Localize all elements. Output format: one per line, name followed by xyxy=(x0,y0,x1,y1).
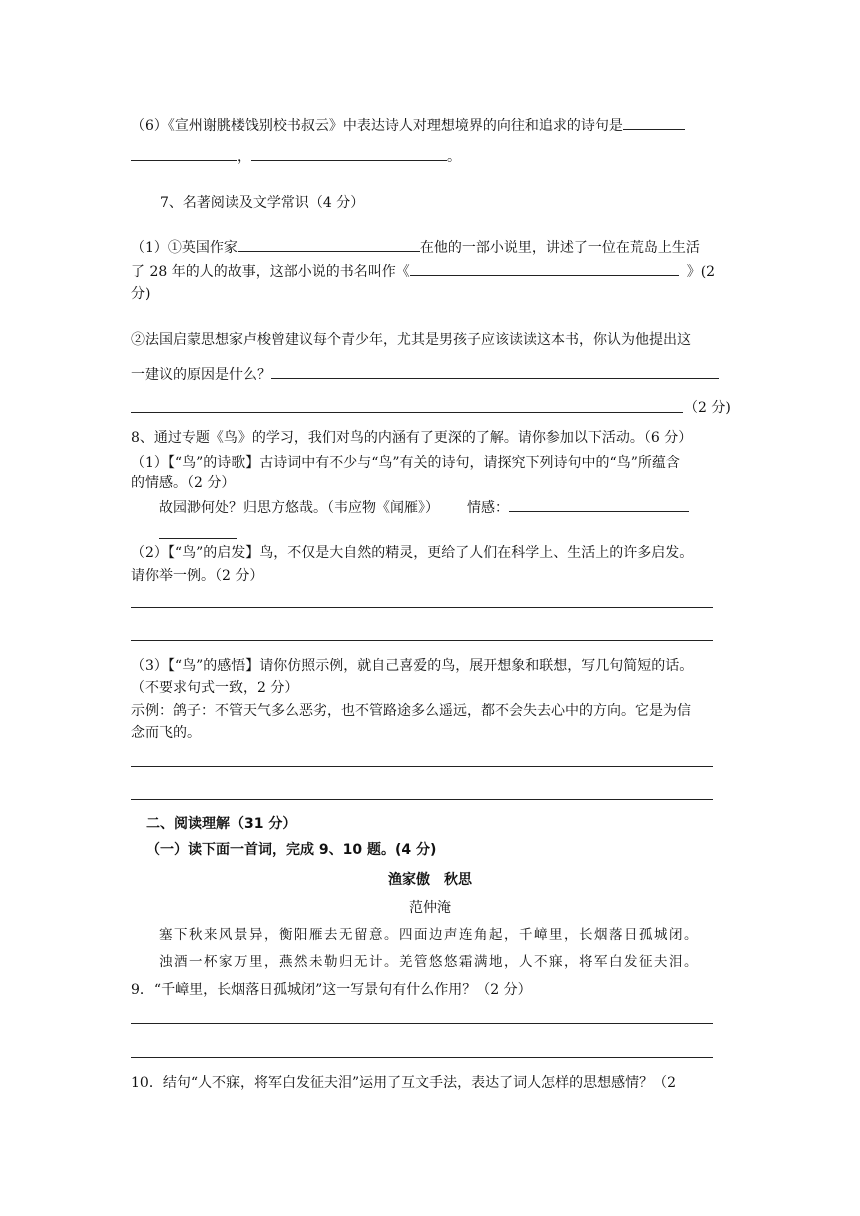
q7-part1-line2 xyxy=(131,261,715,282)
q8-p1-poem: 故园渺何处？归思方悠哉。（韦应物《闻雁》） xyxy=(159,500,439,516)
q9-answer-line-2[interactable] xyxy=(131,1057,713,1058)
emotion-blank-2[interactable] xyxy=(159,538,237,539)
q7-part1-line1 xyxy=(131,237,700,258)
q7-part1-d: 》(2 xyxy=(686,264,716,280)
author-blank[interactable] xyxy=(238,237,420,252)
q7-score: （2 分) xyxy=(684,400,731,416)
q7-part2-line1: ②法国启蒙思想家卢梭曾建议每个青少年，尤其是男孩子应该读读这本书，你认为他提出这 xyxy=(131,332,691,348)
q7-part1-a: （1）①英国作家 xyxy=(131,240,238,256)
inspiration-answer-line-2[interactable] xyxy=(131,640,713,641)
q6-comma: ， xyxy=(237,149,251,165)
q7-part1-e: 分) xyxy=(131,286,151,302)
q6-blank-3[interactable] xyxy=(251,146,447,161)
reason-blank-1[interactable] xyxy=(271,364,719,379)
q8-p3-example-2: 念而飞的。 xyxy=(131,725,201,741)
reflection-answer-line-2[interactable] xyxy=(131,799,713,800)
q6-line1 xyxy=(131,115,685,136)
q8-p3-line1: （3）【“鸟”的感悟】请你仿照示例，就自己喜爱的鸟，展开想象和联想，写几句简短的话。 xyxy=(131,658,694,674)
q10-prompt: 10．结句“人不寐，将军白发征夫泪”运用了互文手法，表达了词人怎样的思想感情？（2 xyxy=(131,1075,677,1091)
q7-part2-b: 一建议的原因是什么？ xyxy=(131,367,271,383)
q6-period: 。 xyxy=(447,149,461,165)
q8-p1-line2: 的情感。（2 分） xyxy=(131,475,236,491)
q7-title: 7、名著阅读及文学常识（4 分） xyxy=(160,195,365,211)
reflection-answer-line-1[interactable] xyxy=(131,766,713,767)
section2-sub1: （一）读下面一首词，完成 9、10 题。(4 分) xyxy=(146,842,437,858)
q6-blank-1[interactable] xyxy=(623,115,685,130)
emotion-blank-1[interactable] xyxy=(509,497,689,512)
reason-blank-2[interactable] xyxy=(131,412,683,413)
q6-blank-2[interactable] xyxy=(131,146,237,161)
poem-author: 范仲淹 xyxy=(409,900,451,916)
q7-part1-c: 了 28 年的人的故事，这部小说的书名叫作《 xyxy=(131,264,410,280)
q7-part2-line2 xyxy=(131,364,719,385)
q7-part1-b: 在他的一部小说里，讲述了一位在荒岛上生活 xyxy=(419,240,700,256)
q9-answer-line-1[interactable] xyxy=(131,1023,713,1024)
q8-p1-line1: （1）【“鸟”的诗歌】古诗词中有不少与“鸟”有关的诗句，请探究下列诗句中的“鸟”所蕴含 xyxy=(131,455,680,471)
q6-prefix: （6）《宣州谢朓楼饯别校书叔云》中表达诗人对理想境界的向往和追求的诗句是 xyxy=(131,118,623,134)
q8-p1-label: 情感： xyxy=(467,500,509,516)
poem-title: 渔家傲 秋思 xyxy=(388,872,472,888)
q8-p3-line2: （不要求句式一致，2 分） xyxy=(131,680,299,696)
section2-title: 二、阅读理解（31 分） xyxy=(146,816,297,832)
book-title-blank[interactable] xyxy=(410,261,679,276)
q9-prompt: 9．“千嶂里，长烟落日孤城闭”这一写景句有什么作用？（2 分） xyxy=(131,982,532,998)
q8-p3-example-1: 示例：鸽子：不管天气多么恶劣，也不管路途多么遥远，都不会失去心中的方向。它是为信 xyxy=(131,703,691,719)
q8-title: 8、通过专题《鸟》的学习，我们对鸟的内涵有了更深的了解。请你参加以下活动。（6 分） xyxy=(131,430,693,446)
inspiration-answer-line-1[interactable] xyxy=(131,607,713,608)
poem-line-2: 浊酒一杯家万里，燕然未勒归无计。羌管悠悠霜满地，人不寐，将军白发征夫泪。 xyxy=(159,954,699,970)
q6-line2 xyxy=(131,146,461,167)
poem-line-1: 塞下秋来风景异，衡阳雁去无留意。四面边声连角起，千嶂里，长烟落日孤城闭。 xyxy=(159,927,699,943)
q8-p1-line3 xyxy=(159,497,689,518)
q8-p2-line2: 请你举一例。（2 分） xyxy=(131,568,264,584)
q8-p2-line1: （2）【“鸟”的启发】鸟，不仅是大自然的精灵，更给了人们在科学上、生活上的许多启发。 xyxy=(131,545,694,561)
